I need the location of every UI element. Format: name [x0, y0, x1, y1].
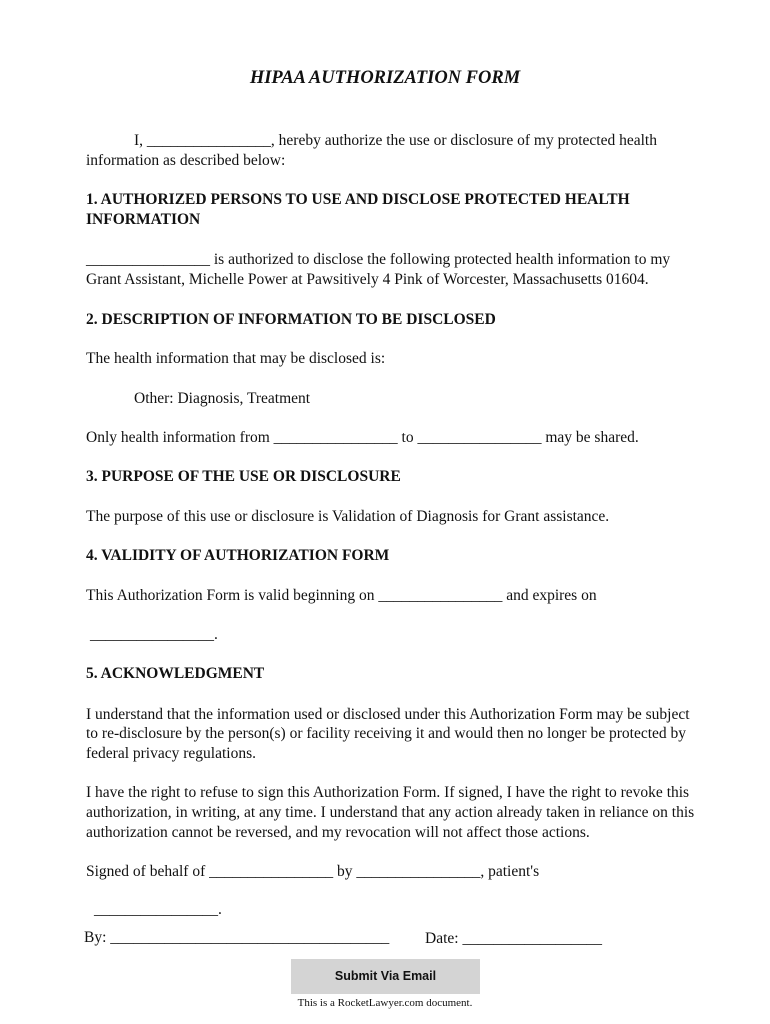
section-1-number: 1	[86, 191, 94, 208]
intro-line-1: I, ________________, hereby authorize the use or disclosure of my protected health	[134, 132, 657, 149]
signature-date-line: Date: __________________	[425, 930, 602, 947]
section-2-body: The health information that may be disclosed is:	[86, 350, 386, 367]
section-1-heading-line-2: INFORMATION	[86, 211, 201, 228]
section-5-heading	[86, 664, 264, 684]
section-4-heading-text: . VALIDITY OF AUTHORIZATION FORM	[93, 547, 390, 564]
section-5-para-2-line-2: authorization, in writing, at any time. I understand that any action already taken in reliance on this	[86, 804, 695, 821]
signature-by-line: By: ____________________________________	[84, 929, 390, 946]
section-1-heading	[86, 190, 630, 210]
section-2-other: Other: Diagnosis, Treatment	[134, 390, 311, 407]
section-5-heading-text: . ACKNOWLEDGMENT	[93, 665, 265, 682]
signed-on-behalf-line: Signed of behalf of ________________ by ________________, patient's	[86, 863, 540, 880]
patient-name-blank: ________________.	[94, 901, 222, 918]
section-5-para-1-line-1: I understand that the information used or disclosed under this Authorization Form may be subject	[86, 706, 690, 723]
section-4-number: 4	[86, 547, 94, 564]
section-2-heading	[86, 310, 496, 330]
section-1-body-line-1: ________________ is authorized to disclose the following protected health information to my	[86, 251, 671, 268]
submit-via-email-button[interactable]: Submit Via Email	[291, 959, 480, 994]
section-5-para-2-line-1: I have the right to refuse to sign this Authorization Form. If signed, I have the right to revoke this	[86, 784, 690, 801]
section-5-para-2-line-3: authorization cannot be reversed, and my revocation will not affect those actions.	[86, 824, 590, 841]
section-1-body-line-2: Grant Assistant, Michelle Power at Pawsitively 4 Pink of Worcester, Massachusetts 01604.	[86, 271, 649, 288]
section-3-heading	[86, 467, 401, 487]
section-3-number: 3	[86, 468, 94, 485]
section-2-heading-text: . DESCRIPTION OF INFORMATION TO BE DISCLOSED	[93, 311, 496, 328]
section-4-expires-blank: ________________.	[90, 626, 218, 643]
section-4-body: This Authorization Form is valid beginning on ________________ and expires on	[86, 587, 597, 604]
page-title: HIPAA AUTHORIZATION FORM	[249, 68, 521, 88]
intro-line-2: information as described below:	[86, 152, 286, 169]
footer-note: This is a RocketLawyer.com document.	[297, 997, 473, 1009]
section-3-body: The purpose of this use or disclosure is Validation of Diagnosis for Grant assistance.	[86, 508, 610, 525]
section-2-number: 2	[86, 311, 94, 328]
section-5-para-1-line-2: to re-disclosure by the person(s) or facility receiving it and would then no longer be protected by	[86, 725, 687, 742]
section-2-range: Only health information from ________________ to ________________ may be shared.	[86, 429, 639, 446]
section-5-number: 5	[86, 665, 94, 682]
section-5-para-1-line-3: federal privacy regulations.	[86, 745, 256, 762]
section-4-heading	[86, 546, 389, 566]
section-3-heading-text: . PURPOSE OF THE USE OR DISCLOSURE	[93, 468, 401, 485]
section-1-heading-text: . AUTHORIZED PERSONS TO USE AND DISCLOSE PROTECTED HEALTH	[93, 191, 630, 208]
